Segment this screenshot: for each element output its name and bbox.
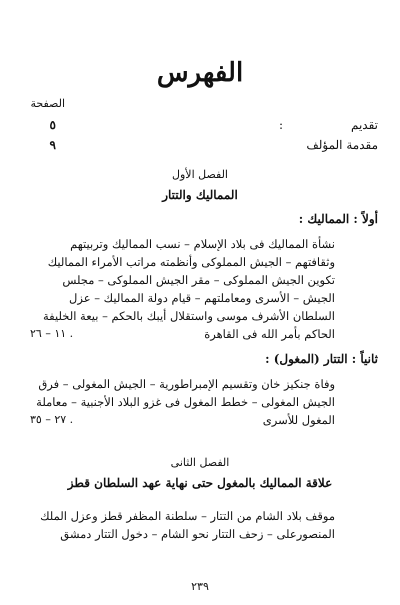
section1-line: الجيش – الأسرى ومعاملتهم – قيام دولة المماليك – عزل xyxy=(69,291,335,305)
section2-heading: ثانياً : التتار (المغول) : xyxy=(265,352,378,366)
section1-line: تكوين الجيش المملوكى – مقر الجيش المملوكى – مجلس xyxy=(62,273,335,287)
section1-line: السلطان الأشرف موسى واستقلال أيبك بالحكم – بيعة الخليفة xyxy=(43,309,335,323)
section2-page-range: . ٢٧ – ٣٥ xyxy=(30,413,74,426)
chapter2-line: موقف بلاد الشام من التتار – سلطنة المظفر قطز وعزل الملك xyxy=(40,509,335,523)
section2-line: المغول للأسرى xyxy=(262,413,335,427)
chapter1-label: الفصل الأول xyxy=(172,168,228,181)
section1-heading: أولاً : المماليك : xyxy=(298,212,378,226)
toc-entry-page: ٩ xyxy=(49,138,56,152)
toc-entry-label: مقدمة المؤلف xyxy=(306,138,378,152)
chapter2-line: المنصورعلى – زحف التتار نحو الشام – دخول التتار دمشق xyxy=(60,527,335,541)
section2-line: الجيش المغولى – خطط المغول فى غزو البلاد الأجنبية – معاملة xyxy=(36,395,335,409)
chapter2-label: الفصل الثانى xyxy=(170,456,230,469)
toc-entry-label: تقديم xyxy=(350,118,378,132)
section1-line: الحاكم بأمر الله فى القاهرة xyxy=(204,327,335,341)
page-column-header: الصفحة xyxy=(30,97,65,110)
chapter2-title: علاقة المماليك بالمغول حتى نهاية عهد السلطان قطز xyxy=(67,476,333,490)
section1-line: وثقافتهم – الجيش المملوكى وأنظمته مراتب الأمراء المماليك xyxy=(47,255,335,269)
section1-line: نشأة المماليك فى بلاد الإسلام – نسب المماليك وتربيتهم xyxy=(70,237,335,251)
toc-entry-author-intro xyxy=(38,138,378,154)
toc-entry-page: ٥ xyxy=(49,118,56,132)
page-title: الفهرس xyxy=(156,58,244,88)
section2-line: وفاة جنكيز خان وتقسيم الإمبراطورية – الجيش المغولى – فرق xyxy=(38,377,335,391)
section1-page-range: . ١١ – ٢٦ xyxy=(30,327,74,340)
toc-entry-separator: : xyxy=(278,118,283,132)
chapter1-title: المماليك والتتار xyxy=(162,188,238,202)
page-number: ٢٣٩ xyxy=(191,580,209,593)
toc-entry-preface xyxy=(38,118,378,134)
